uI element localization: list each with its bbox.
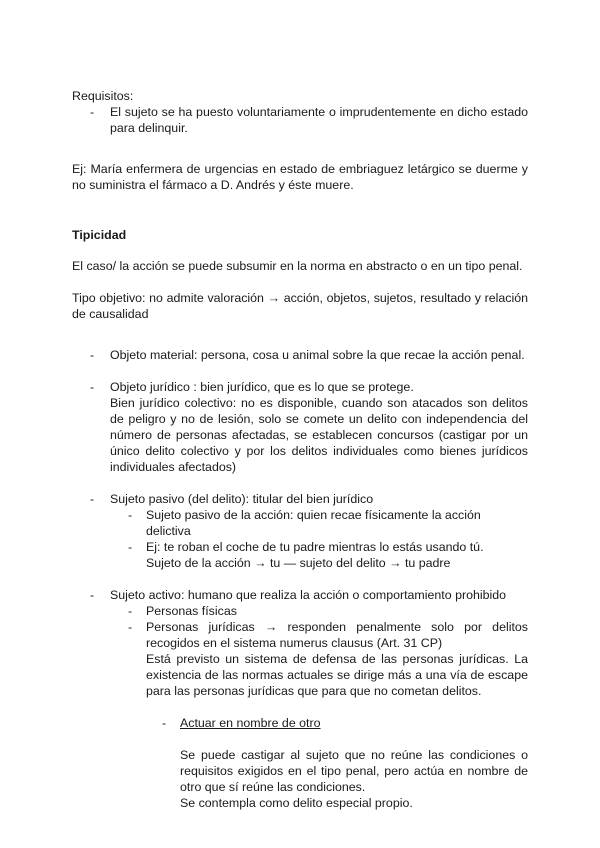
- dash-bullet: -: [128, 604, 133, 618]
- dash-bullet: -: [90, 588, 95, 602]
- sujeto-pasivo-accion-text: Sujeto pasivo de la acción: quien recae físicamente la acción delictiva: [146, 508, 481, 538]
- requisitos-bullet-text: El sujeto se ha puesto voluntariamente o imprudentemente en dicho estado para delinquir.: [110, 105, 528, 135]
- requisitos-label: Requisitos:: [72, 89, 134, 103]
- dash-bullet: -: [128, 540, 133, 554]
- objeto-material-text: Objeto material: persona, cosa u animal sobre la que recae la acción penal.: [110, 348, 525, 362]
- list-item: [72, 347, 528, 363]
- delito-especial-text: Se contempla como delito especial propio.: [180, 796, 413, 810]
- ejemplo-coche-text: Ej: te roban el coche de tu padre mientras lo estás usando tú.: [146, 540, 484, 554]
- personas-fisicas-text: Personas físicas: [146, 604, 237, 618]
- sub-sub-list-item: [72, 715, 528, 811]
- document-page: [72, 88, 528, 811]
- sujeto-pasivo-line: Sujeto pasivo (del delito): titular del bien jurídico: [110, 492, 374, 506]
- section-heading-tipicidad: Tipicidad: [72, 228, 127, 242]
- tipicidad-intro: El caso/ la acción se puede subsumir en la norma en abstracto o en un tipo penal.: [72, 259, 523, 273]
- tipo-objetivo-paragraph: Tipo objetivo: no admite valoración → acción, objetos, sujetos, resultado y relación de causalidad: [72, 291, 528, 321]
- sub-list-item: [72, 507, 528, 539]
- list-item: [72, 104, 528, 136]
- sistema-defensa-text: Está previsto un sistema de defensa de las personas jurídicas. La existencia de las normas actuales se dirige más a una vía de escape para las personas jurídicas que para que no cometan delitos.: [146, 652, 528, 698]
- dash-bullet: -: [128, 620, 133, 634]
- personas-juridicas-text: Personas jurídicas → responden penalmente solo por delitos recogidos en el sistema numerus clausus (Art. 31 CP): [146, 620, 528, 650]
- actuar-nombre-otro-text: Se puede castigar al sujeto que no reúne las condiciones o requisitos exigidos en el tipo penal, pero actúa en nombre de otro que sí reúne las condiciones.: [180, 748, 528, 794]
- list-item: [72, 379, 528, 475]
- list-item: [72, 491, 528, 571]
- dash-bullet: -: [90, 105, 95, 119]
- ejemplo-paragraph: Ej: María enfermera de urgencias en estado de embriaguez letárgico se duerme y no suministra el fármaco a D. Andrés y éste muere.: [72, 162, 528, 192]
- sub-list-item: [72, 619, 528, 699]
- sujeto-accion-delito-text: Sujeto de la acción → tu — sujeto del delito → tu padre: [146, 556, 451, 570]
- actuar-nombre-otro-title: Actuar en nombre de otro: [180, 716, 321, 730]
- dash-bullet: -: [90, 492, 95, 506]
- sub-list-item: [72, 603, 528, 619]
- dash-bullet: -: [162, 716, 167, 730]
- dash-bullet: -: [128, 508, 133, 522]
- dash-bullet: -: [90, 380, 95, 394]
- bien-juridico-colectivo-text: Bien jurídico colectivo: no es disponible, cuando son atacados son delitos de peligro y no de lesión, solo se comete un delito con independencia del número de personas afectadas, se establecen concursos (castigar por un único delito colectivo y por los delitos individuales como bienes jurídicos individuales afectados): [110, 396, 528, 474]
- objeto-juridico-line: Objeto jurídico : bien jurídico, que es lo que se protege.: [110, 380, 414, 394]
- dash-bullet: -: [90, 348, 95, 362]
- list-item: [72, 587, 528, 811]
- sub-list-item: [72, 539, 528, 571]
- sujeto-activo-line: Sujeto activo: humano que realiza la acción o comportamiento prohibido: [110, 588, 507, 602]
